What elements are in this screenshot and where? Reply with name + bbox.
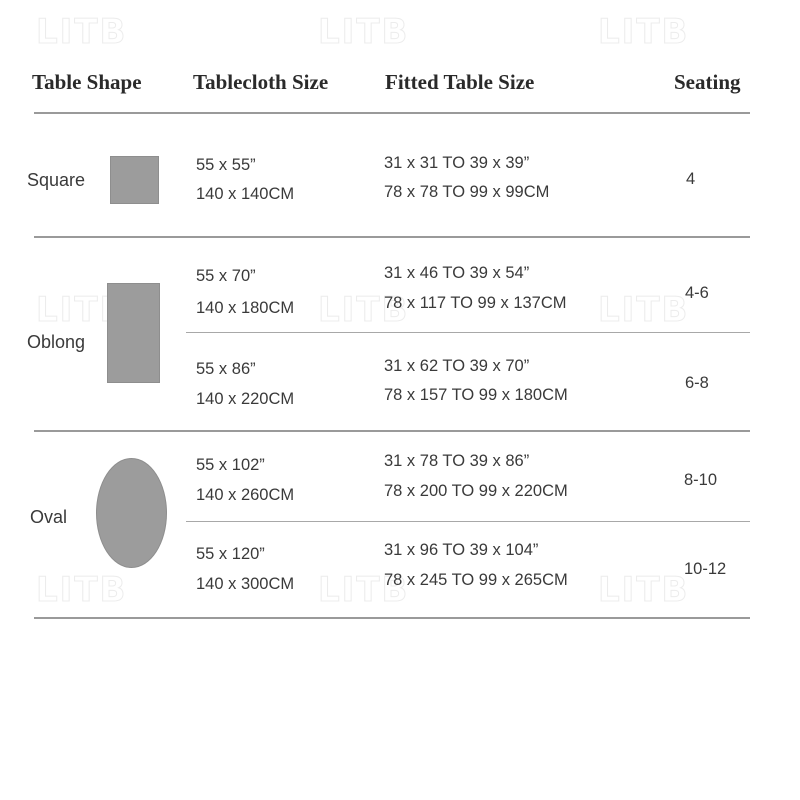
shape-label-square: Square — [27, 170, 86, 190]
watermark-logo: LITB — [318, 12, 410, 52]
watermark-logo: LITB — [598, 12, 690, 52]
row-3-fitted-cm: 78 x 157 TO 99 x 180CM — [384, 386, 568, 404]
row-1-seating: 4 — [686, 170, 696, 188]
table-bottom-border — [34, 617, 750, 619]
shape-label-oblong: Oblong — [27, 332, 86, 352]
header-seating: Seating — [674, 70, 741, 94]
row-3-seating: 6-8 — [685, 374, 709, 392]
group-divider — [34, 430, 750, 432]
row-divider — [186, 332, 750, 333]
row-3-tablecloth-inches: 55 x 86” — [196, 360, 256, 378]
header-table-shape: Table Shape — [32, 70, 142, 94]
shape-label-oval: Oval — [30, 507, 68, 527]
row-2-tablecloth-inches: 55 x 70” — [196, 267, 256, 285]
row-divider — [186, 521, 750, 522]
row-4-tablecloth-inches: 55 x 102” — [196, 456, 265, 474]
row-2-fitted-inches: 31 x 46 TO 39 x 54” — [384, 264, 530, 282]
row-3-fitted-inches: 31 x 62 TO 39 x 70” — [384, 357, 530, 375]
row-2-fitted-cm: 78 x 117 TO 99 x 137CM — [384, 294, 567, 312]
oval-shape-icon — [96, 458, 167, 568]
watermark-logo: LITB — [318, 290, 410, 330]
row-4-fitted-cm: 78 x 200 TO 99 x 220CM — [384, 482, 568, 500]
group-divider — [34, 236, 750, 238]
header-tablecloth-size: Tablecloth Size — [193, 70, 329, 94]
row-5-fitted-cm: 78 x 245 TO 99 x 265CM — [384, 571, 568, 589]
row-1-tablecloth-inches: 55 x 55” — [196, 156, 256, 174]
row-4-fitted-inches: 31 x 78 TO 39 x 86” — [384, 452, 530, 470]
row-5-fitted-inches: 31 x 96 TO 39 x 104” — [384, 541, 539, 559]
row-2-tablecloth-cm: 140 x 180CM — [196, 299, 295, 317]
square-shape-icon — [110, 156, 159, 204]
row-1-fitted-inches: 31 x 31 TO 39 x 39” — [384, 154, 530, 172]
watermark-logo: LITB — [36, 12, 128, 52]
row-5-seating: 10-12 — [684, 560, 727, 578]
row-5-tablecloth-cm: 140 x 300CM — [196, 575, 295, 593]
header-fitted-table-size: Fitted Table Size — [385, 70, 535, 94]
watermark-logo: LITB — [318, 570, 410, 610]
header-divider — [34, 112, 750, 114]
row-1-tablecloth-cm: 140 x 140CM — [196, 185, 295, 203]
row-4-tablecloth-cm: 140 x 260CM — [196, 486, 295, 504]
row-2-seating: 4-6 — [685, 284, 709, 302]
watermark-logo: LITB — [598, 290, 690, 330]
row-5-tablecloth-inches: 55 x 120” — [196, 545, 265, 563]
oblong-shape-icon — [107, 283, 160, 383]
row-1-fitted-cm: 78 x 78 TO 99 x 99CM — [384, 183, 550, 201]
row-3-tablecloth-cm: 140 x 220CM — [196, 390, 295, 408]
watermark-logo: LITB — [36, 290, 128, 330]
row-4-seating: 8-10 — [684, 471, 718, 489]
watermark-logo: LITB — [36, 570, 128, 610]
watermark-logo: LITB — [598, 570, 690, 610]
